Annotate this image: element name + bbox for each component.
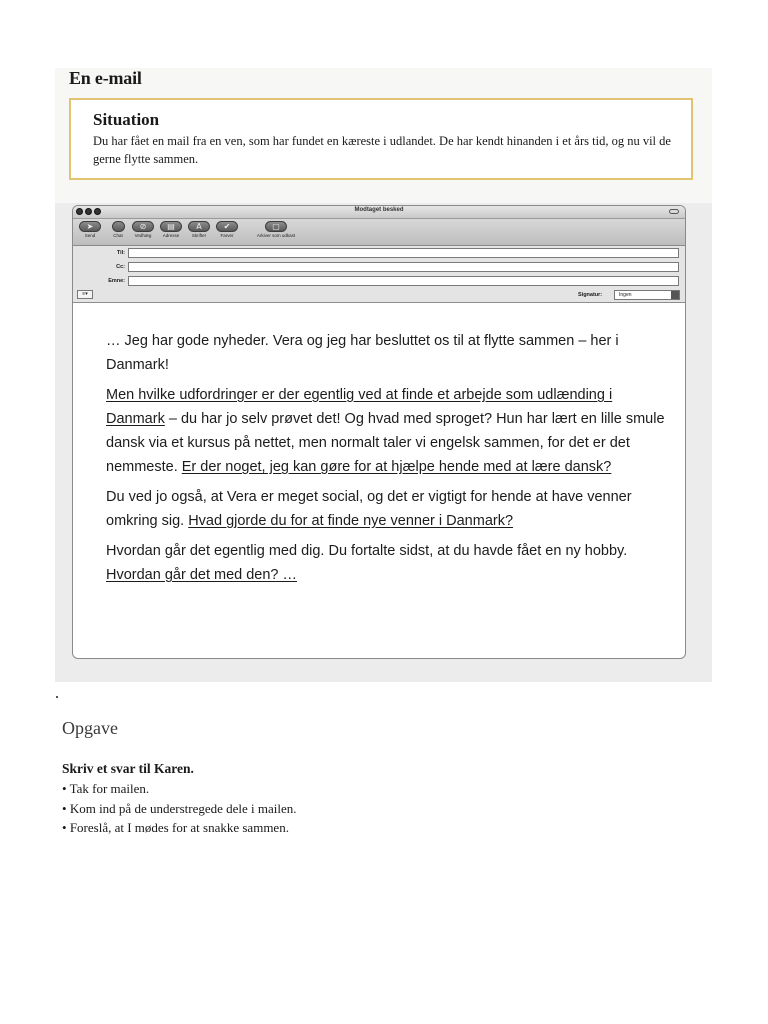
colors-icon: ✔ bbox=[216, 221, 238, 232]
title-bar bbox=[73, 206, 685, 219]
to-label: Til: bbox=[116, 250, 125, 256]
cc-label: Cc: bbox=[116, 264, 125, 270]
task-item: • Kom ind på de understregede dele i mailen. bbox=[62, 799, 297, 819]
window-title: Modtaget besked bbox=[354, 207, 404, 213]
task-intro: Skriv et svar til Karen. bbox=[62, 761, 194, 776]
subject-label: Emne: bbox=[108, 278, 125, 284]
signature-select[interactable]: Ingen bbox=[614, 290, 680, 300]
scan-speck bbox=[56, 696, 58, 698]
fonts-icon: A bbox=[188, 221, 210, 232]
subject-field[interactable] bbox=[128, 276, 679, 286]
plain-text: Hvordan går det egentlig med dig. Du fortalte sidst, at du havde fået en ny hobby. bbox=[106, 543, 628, 559]
mail-paragraph-4 bbox=[106, 539, 666, 587]
chat-icon bbox=[112, 221, 125, 232]
address-label: Adresse bbox=[162, 233, 180, 238]
scanned-page bbox=[55, 68, 712, 682]
toolbar-toggle-icon[interactable] bbox=[669, 209, 679, 214]
situation-heading: Situation bbox=[93, 110, 160, 129]
mail-window bbox=[72, 205, 686, 659]
signature-label: Signatur: bbox=[578, 292, 603, 298]
mail-paragraph-1: … Jeg har gode nyheder. Vera og jeg har besluttet os til at flytte sammen – her i Danmark! bbox=[106, 333, 619, 373]
page-title: En e-mail bbox=[69, 68, 142, 88]
mail-header-fields bbox=[73, 246, 685, 303]
save-draft-button[interactable] bbox=[251, 221, 301, 238]
to-row bbox=[73, 247, 685, 260]
mail-paragraph-3 bbox=[106, 485, 666, 533]
plain-text: Du ved jo også, at Vera er meget social, og det er vigtigt for hende at have venner omkring sig. bbox=[106, 489, 632, 529]
situation-text: Du har fået en mail fra en ven, som har fundet en kæreste i udlandet. De har kendt hinanden i et års tid, og nu vil de gerne flytte sammen. bbox=[93, 134, 671, 166]
task-item: • Tak for mailen. bbox=[62, 779, 297, 799]
underlined-text: Hvad gjorde du for at finde nye venner i Danmark? bbox=[188, 513, 514, 529]
fonts-label: Skrifter bbox=[191, 233, 207, 238]
mail-toolbar bbox=[73, 219, 685, 246]
underlined-text: Er der noget, jeg kan gøre for at hjælpe hende med at lære dansk? bbox=[181, 459, 612, 475]
fonts-button[interactable] bbox=[184, 221, 214, 238]
account-menu-icon[interactable]: ≡▾ bbox=[77, 290, 93, 299]
attach-button[interactable] bbox=[128, 221, 158, 238]
plain-text: – du har jo selv prøvet det! Og hvad med sproget? Hun har lært en lille smule dansk via et kursus på nettet, men normalt taler vi engelsk sammen, for det er det nemmeste. bbox=[106, 411, 665, 475]
task-heading: Opgave bbox=[62, 718, 118, 738]
to-field[interactable] bbox=[128, 248, 679, 258]
task-item: • Foreslå, at I mødes for at snakke sammen. bbox=[62, 818, 297, 838]
send-icon: ➤ bbox=[79, 221, 101, 232]
attach-label: Vedhæg bbox=[134, 233, 152, 238]
address-icon: ▤ bbox=[160, 221, 182, 232]
mail-paragraph-2 bbox=[106, 383, 666, 479]
send-label: Send bbox=[84, 233, 96, 238]
colors-button[interactable] bbox=[212, 221, 242, 238]
task-list bbox=[62, 779, 297, 838]
send-button[interactable] bbox=[75, 221, 105, 238]
subject-row bbox=[73, 275, 685, 288]
cc-row bbox=[73, 261, 685, 274]
draft-label: Arkiver som udkast bbox=[256, 233, 296, 238]
attach-icon: ⊘ bbox=[132, 221, 154, 232]
cc-field[interactable] bbox=[128, 262, 679, 272]
colors-label: Farver bbox=[220, 233, 234, 238]
underlined-text: Hvordan går det med den? … bbox=[106, 567, 298, 583]
draft-icon: ▢ bbox=[265, 221, 287, 232]
situation-box bbox=[69, 98, 693, 180]
address-button[interactable] bbox=[156, 221, 186, 238]
mail-body bbox=[106, 329, 666, 593]
underlined-text: Men hvilke udfordringer er der egentlig ved at finde et arbejde som udlænding i Danmark bbox=[106, 387, 613, 427]
chat-label: Chat bbox=[113, 233, 123, 238]
